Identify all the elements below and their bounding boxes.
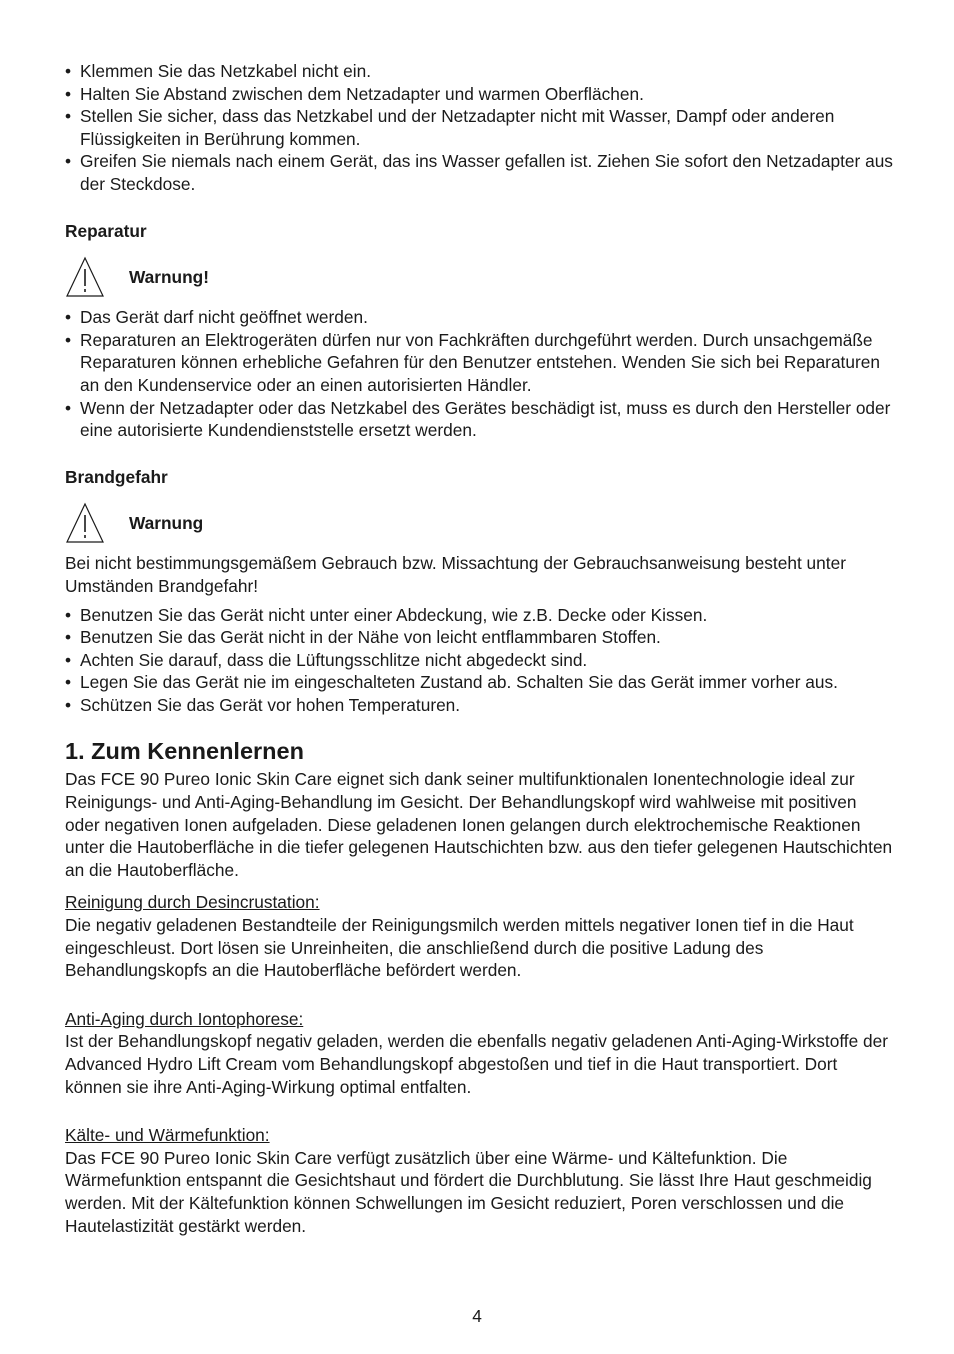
warning-triangle-icon [65, 502, 105, 544]
warning-label: Warnung! [129, 266, 209, 287]
list-item: • Achten Sie darauf, dass die Lüftungsschlitze nicht abgedeckt sind. [65, 649, 895, 672]
list-item: • Stellen Sie sicher, dass das Netzkabel und der Netzadapter nicht mit Wasser, Dampf oder anderen Flüssigkeiten in Berührung kommen. [65, 105, 895, 150]
reinigung-heading: Reinigung durch Desincrustation: [65, 892, 320, 913]
warning-triangle-icon [65, 256, 105, 298]
list-item: • Schützen Sie das Gerät vor hohen Temperaturen. [65, 694, 895, 717]
brandgefahr-heading: Brandgefahr [65, 466, 168, 487]
antiaging-text: Ist der Behandlungskopf negativ geladen, werden die ebenfalls negativ geladenen Anti-Aging-Wirkstoffe der Advanced Hydro Lift Cream vom Behandlungskopf abgestoßen und tief in die Haut transportiert. Dort können sie ihre Anti-Aging-Wirkung optimal entfalten. [65, 1031, 889, 1097]
page-number: 4 [472, 1306, 482, 1326]
section-title: 1. Zum Kennenlernen [65, 738, 304, 765]
warning-label: Warnung [129, 513, 204, 534]
antiaging-heading: Anti-Aging durch Iontophorese: [65, 1008, 304, 1029]
brandgefahr-bullet-list [65, 604, 895, 717]
intro-bullet-list [65, 60, 895, 196]
reparatur-warning [65, 256, 895, 298]
kennenlernen-intro: Das FCE 90 Pureo Ionic Skin Care eignet sich dank seiner multifunktionalen Ionentechnologie ideal zur Reinigungs- und Anti-Aging-Behandlung im Gesicht. Der Behandlungskopf wird wahlweise mit positiven oder negativen Ionen aufgeladen. Diese geladenen Ionen gelangen durch elektrochemische Reaktionen unter die Hautoberfläche in die tiefer gelegenen Hautschichten bzw. aus den tiefer gelegenen Hautschichten an die Hautoberfläche. [65, 769, 893, 880]
brandgefahr-intro: Bei nicht bestimmungsgemäßem Gebrauch bzw. Missachtung der Gebrauchsanweisung besteht unter Umständen Brandgefahr! [65, 553, 846, 596]
list-item: • Wenn der Netzadapter oder das Netzkabel des Gerätes beschädigt ist, muss es durch den Hersteller oder eine autorisierte Kundendienststelle ersetzt werden. [65, 397, 895, 442]
kaelte-text: Das FCE 90 Pureo Ionic Skin Care verfügt zusätzlich über eine Wärme- und Kältefunktion. Die Wärmefunktion entspannt die Gesichtshaut und fördert die Durchblutung. Sie lässt Ihre Haut geschmeidig werden. Mit der Kältefunktion können Schwellungen im Gesicht reduziert, Poren verschlossen und die Hautelastizität gestärkt werden. [65, 1147, 872, 1236]
list-item: • Reparaturen an Elektrogeräten dürfen nur von Fachkräften durchgeführt werden. Durch unsachgemäße Reparaturen können erhebliche Gefahren für den Benutzer entstehen. Wenden Sie sich bei Reparaturen an den Kundenservice oder an einen autorisierten Händler. [65, 329, 895, 397]
list-item: • Halten Sie Abstand zwischen dem Netzadapter und warmen Oberflächen. [65, 83, 895, 106]
reparatur-bullet-list [65, 306, 895, 442]
list-item: • Das Gerät darf nicht geöffnet werden. [65, 306, 895, 329]
document-page [65, 60, 895, 1237]
reparatur-heading: Reparatur [65, 220, 147, 241]
brandgefahr-warning [65, 502, 895, 544]
reinigung-text: Die negativ geladenen Bestandteile der Reinigungsmilch werden mittels negativer Ionen tief in die Haut eingeschleust. Dort lösen sie Unreinheiten, die anschließend durch die positive Ladung des Behandlungskopfs an die Hautoberfläche befördert werden. [65, 915, 854, 981]
list-item: • Benutzen Sie das Gerät nicht unter einer Abdeckung, wie z.B. Decke oder Kissen. [65, 604, 895, 627]
list-item: • Klemmen Sie das Netzkabel nicht ein. [65, 60, 895, 83]
list-item: • Greifen Sie niemals nach einem Gerät, das ins Wasser gefallen ist. Ziehen Sie sofort den Netzadapter aus der Steckdose. [65, 150, 895, 195]
list-item: • Benutzen Sie das Gerät nicht in der Nähe von leicht entflammbaren Stoffen. [65, 626, 895, 649]
list-item: • Legen Sie das Gerät nie im eingeschalteten Zustand ab. Schalten Sie das Gerät immer vorher aus. [65, 671, 895, 694]
kaelte-heading: Kälte- und Wärmefunktion: [65, 1125, 270, 1146]
